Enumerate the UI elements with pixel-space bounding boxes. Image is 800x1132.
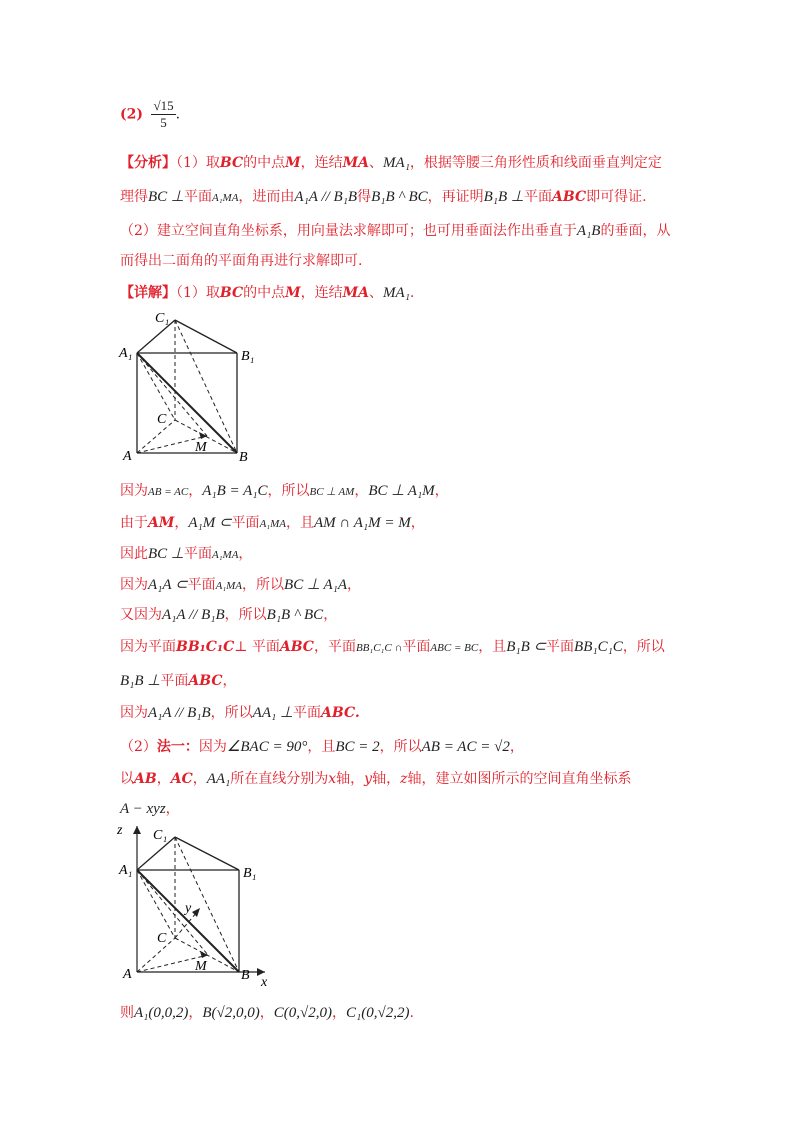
text: ，且 <box>307 739 336 755</box>
answer-2-fraction <box>151 98 175 131</box>
text: 平面 <box>402 639 431 655</box>
label-m: M <box>195 440 207 455</box>
text: 由于 <box>120 515 148 531</box>
proof-line-5 <box>120 604 337 624</box>
text: 的垂面，从 <box>600 223 671 239</box>
text: ， <box>509 739 524 755</box>
math: BC ⊥ <box>148 189 184 205</box>
text: 轴， <box>336 771 365 787</box>
proof-line-3 <box>120 543 252 563</box>
text: 、 <box>369 155 384 171</box>
text: ABC <box>188 673 223 689</box>
math: MA₁ <box>383 155 410 171</box>
text: ， <box>188 483 203 499</box>
text: 轴， <box>372 771 401 787</box>
answer-2 <box>120 98 180 131</box>
answer-2-tail: . <box>175 106 181 123</box>
text: z <box>400 771 408 787</box>
math: B₁B ^ BC <box>371 189 428 205</box>
analysis-tag: 【分析】 <box>120 155 176 171</box>
text: M <box>285 285 301 301</box>
math: A₁MA <box>211 549 239 561</box>
label-a1: A₁ <box>119 863 133 878</box>
text: 因为 <box>198 739 227 755</box>
label-z-axis: z <box>117 823 123 838</box>
text: ， <box>434 483 449 499</box>
math: C(0,√2,0) <box>273 1005 332 1021</box>
proof-line-6 <box>120 636 665 656</box>
text: 的中点 <box>243 155 286 171</box>
text: ，所以 <box>267 483 310 499</box>
text: ， <box>323 607 338 623</box>
text: ，平面 <box>313 639 356 655</box>
text: ，所以 <box>379 739 422 755</box>
math: A₁MA <box>259 518 286 530</box>
math: C₁(0,√2,2) <box>346 1005 410 1021</box>
analysis-line-2 <box>120 186 647 206</box>
label-c: C <box>157 931 167 946</box>
text: 平面 <box>523 189 552 205</box>
fraction-denominator: 5 <box>160 115 167 130</box>
text: 平面 <box>293 705 322 721</box>
text: AC <box>170 771 193 787</box>
text: MA <box>342 285 370 301</box>
text: 轴，建立如图所示的空间直角坐标系 <box>407 771 632 787</box>
text: 理得 <box>120 189 148 205</box>
text: （1）取 <box>176 155 220 171</box>
text: x <box>328 771 337 787</box>
math: ∠BAC = 90° <box>226 739 308 755</box>
text: 平面 <box>231 515 260 531</box>
math: AB = AC <box>148 486 189 498</box>
text: 因为平面 <box>120 639 176 655</box>
prism-figure-2-with-axes <box>115 820 280 990</box>
text: 平面 <box>183 189 212 205</box>
math: B₁B ⊥ <box>483 189 524 205</box>
text: M <box>285 155 301 171</box>
analysis-line-3 <box>120 220 670 240</box>
math: A₁A ⊂ <box>148 577 188 593</box>
text: ， <box>259 1005 274 1021</box>
math: AA₁ ⊥ <box>252 705 294 721</box>
text: 平面 <box>546 639 575 655</box>
proof-line-7 <box>120 670 236 690</box>
label-b: B <box>239 450 248 465</box>
label-a: A <box>123 449 132 464</box>
text: ， <box>332 1005 346 1021</box>
text: ，所以 <box>622 639 665 655</box>
text: 得 <box>357 189 372 205</box>
text: ，根据等腰三角形性质和线面垂直判定定 <box>409 155 662 171</box>
label-y-axis: y <box>185 901 192 916</box>
text: ， <box>188 1005 203 1021</box>
detail-line <box>120 282 414 302</box>
text: ，所以 <box>242 577 285 593</box>
label-b1: B₁ <box>243 866 257 881</box>
text: （2）建立空间直角坐标系，用向量法求解即可；也可用垂面法作出垂直于 <box>120 223 577 239</box>
text: ， <box>156 771 171 787</box>
coordinates-line <box>120 1002 414 1022</box>
proof-line-2 <box>120 512 425 532</box>
proof-line-8 <box>120 702 360 722</box>
text: AM <box>148 515 175 531</box>
text: （2） <box>120 739 157 755</box>
math: B(√2,0,0) <box>202 1005 260 1021</box>
math: BC ⊥ AM <box>309 486 355 498</box>
text: 平面 <box>187 577 216 593</box>
math: A₁MA <box>215 580 243 592</box>
text: ABC <box>279 639 314 655</box>
text: BC <box>219 285 244 301</box>
text: y <box>364 771 373 787</box>
text: ， <box>192 771 207 787</box>
math: A₁(0,0,2) <box>134 1005 189 1021</box>
text: 而得出二面角的平面角再进行求解即可. <box>120 253 363 269</box>
text: . <box>409 285 415 301</box>
math: BC ⊥ A₁M <box>368 483 435 499</box>
math: A₁A // B₁B <box>148 705 211 721</box>
text: ， <box>222 673 237 689</box>
math: BC = 2 <box>335 739 380 755</box>
label-a1: A₁ <box>119 346 133 361</box>
text: ，所以 <box>224 607 267 623</box>
label-a: A <box>123 967 132 982</box>
method1-line-2 <box>120 768 631 788</box>
math: A − xyz <box>120 801 166 817</box>
label-x-axis: x <box>261 975 268 990</box>
math: B₁B ⊂ <box>506 639 547 655</box>
text: MA <box>342 155 370 171</box>
math: BB₁C₁C ∩ <box>355 642 403 654</box>
math: BC ⊥ A₁A <box>284 577 348 593</box>
text: 因为 <box>120 483 148 499</box>
text: BB₁C₁C <box>176 639 235 655</box>
text: 又因为 <box>120 607 162 623</box>
text: 因此 <box>120 546 148 562</box>
text: ABC <box>551 189 587 205</box>
text: ，再证明 <box>427 189 484 205</box>
text: ， <box>354 483 369 499</box>
text: ，连结 <box>300 155 343 171</box>
math: A₁M ⊂ <box>188 515 232 531</box>
text: 平面 <box>160 673 189 689</box>
text: 则 <box>120 1005 134 1021</box>
detail-tag: 【详解】 <box>120 285 176 301</box>
math: B₁B ^ BC <box>266 607 324 623</box>
method1-line-3 <box>120 798 180 818</box>
math: A₁A // B₁B <box>294 189 358 205</box>
math: A₁MA <box>211 192 239 204</box>
label-c1: C₁ <box>155 311 170 326</box>
proof-line-1 <box>120 480 449 500</box>
label-c: C <box>157 412 167 427</box>
prism-figure-1 <box>115 305 275 470</box>
text: ABC. <box>321 705 360 721</box>
analysis-line-4 <box>120 250 362 270</box>
text: 平面 <box>183 546 212 562</box>
text: ，且 <box>478 639 507 655</box>
fraction-numerator: √15 <box>153 98 174 113</box>
math: AA₁ <box>206 771 231 787</box>
math: MA₁ <box>383 285 410 301</box>
proof-line-4 <box>120 574 361 594</box>
label-b: B <box>241 968 250 983</box>
text: 即可得证. <box>586 189 647 205</box>
math: AM ∩ A₁M = M <box>314 515 411 531</box>
text: ， <box>347 577 362 593</box>
text: ，所以 <box>210 705 253 721</box>
text: ，进而由 <box>238 189 295 205</box>
text: 、 <box>369 285 384 301</box>
text: ， <box>238 546 253 562</box>
label-m: M <box>195 959 207 974</box>
text: 因为 <box>120 577 148 593</box>
text: ， <box>165 801 180 817</box>
math: B₁B ⊥ <box>120 673 161 689</box>
label-c1: C₁ <box>153 828 168 843</box>
text: . <box>409 1005 414 1021</box>
math: A₁B <box>576 223 601 239</box>
math: BB₁C₁C <box>574 639 623 655</box>
text: ，且 <box>286 515 314 531</box>
math: BC ⊥ <box>148 546 184 562</box>
label-b1: B₁ <box>241 349 255 364</box>
text: 的中点 <box>243 285 286 301</box>
text: 法一： <box>156 739 199 755</box>
text: 以 <box>120 771 134 787</box>
text: ，连结 <box>300 285 343 301</box>
method1-line-1 <box>120 736 524 756</box>
text: 因为 <box>120 705 148 721</box>
math: AB = AC = √2 <box>421 739 510 755</box>
text: BC <box>219 155 244 171</box>
text: ⊥ 平面 <box>234 639 280 655</box>
text: （1）取 <box>176 285 220 301</box>
text: AB <box>134 771 157 787</box>
math: A₁B = A₁C <box>202 483 268 499</box>
text: ， <box>410 515 425 531</box>
analysis-line-1 <box>120 152 662 172</box>
text: 所在直线分别为 <box>230 771 329 787</box>
text: ， <box>174 515 189 531</box>
math: ABC = BC <box>430 642 479 654</box>
answer-2-label: (2) <box>120 106 143 123</box>
math: A₁A // B₁B <box>162 607 225 623</box>
